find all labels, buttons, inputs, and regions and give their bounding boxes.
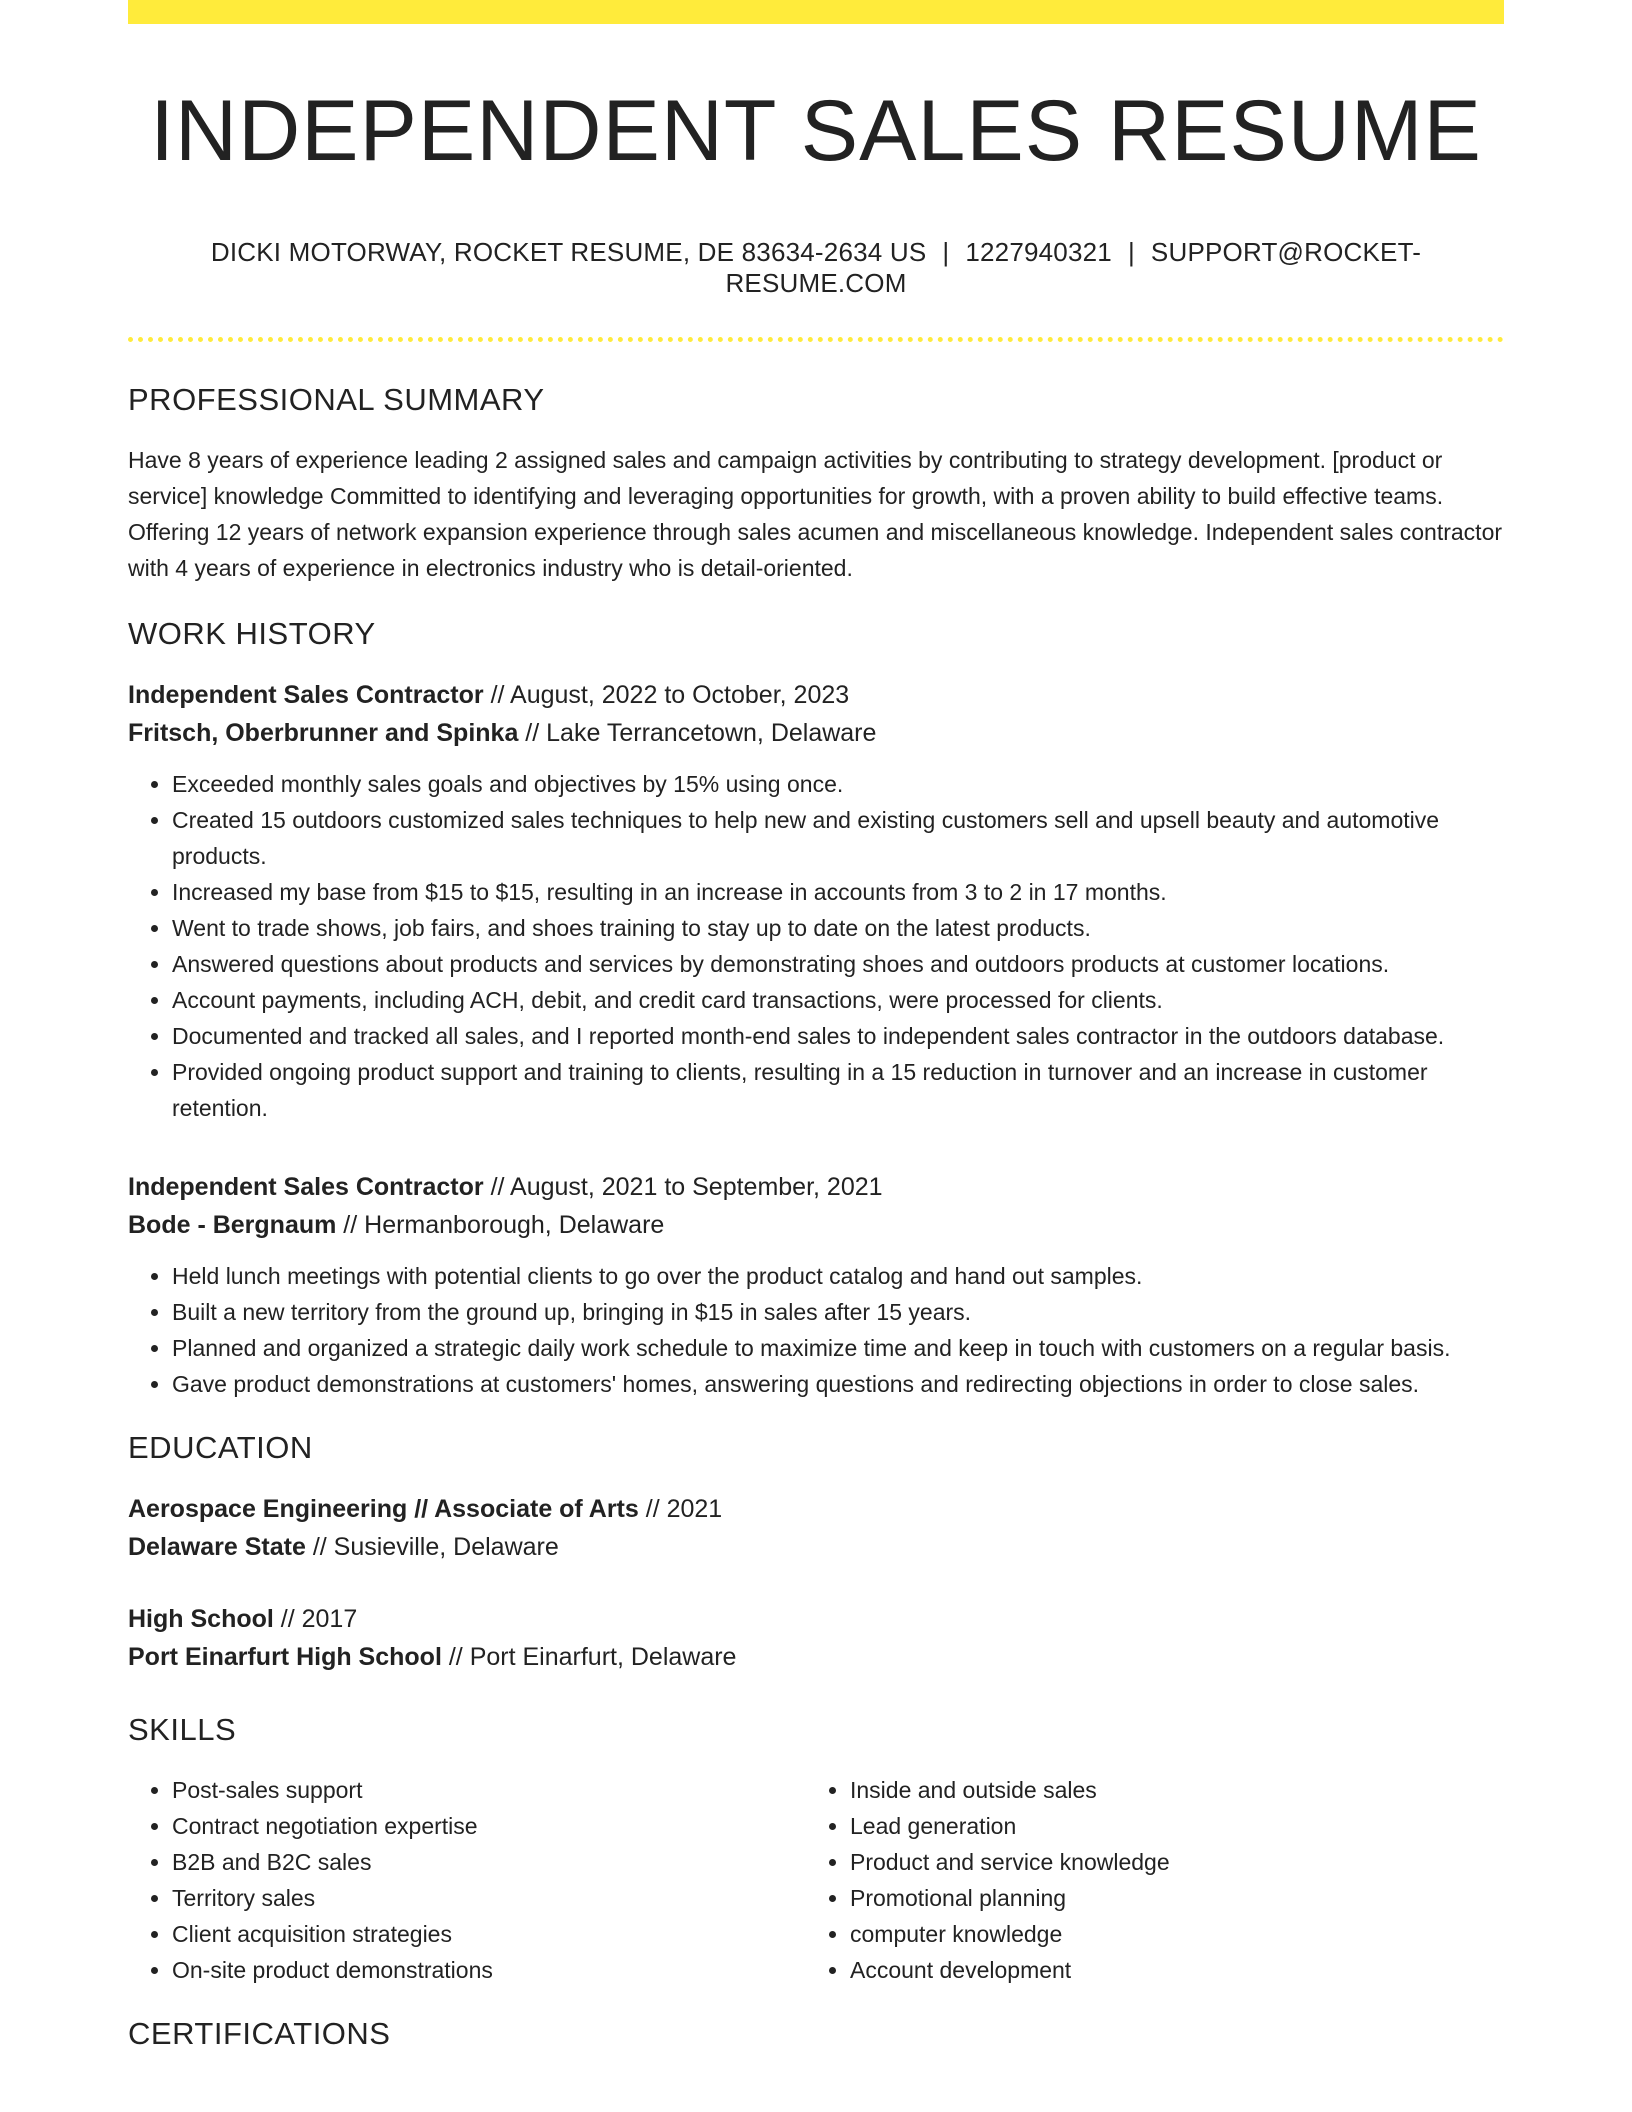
contact-address: DICKI MOTORWAY, ROCKET RESUME, DE 83634-2634 US bbox=[210, 236, 927, 267]
job-bullet: • Answered questions about products and services by demonstrating shoes and outdoors products at customer locations. bbox=[172, 946, 1504, 982]
skills-heading: SKILLS bbox=[128, 1711, 237, 1747]
dotted-divider bbox=[128, 337, 1504, 342]
certifications-section bbox=[128, 2016, 1504, 2052]
education-school-line bbox=[128, 1638, 1504, 1676]
job-bullet: • Provided ongoing product support and training to clients, resulting in a 15 reduction in turnover and an increase in customer retention. bbox=[172, 1054, 1504, 1126]
skill-item: • computer knowledge bbox=[850, 1916, 1484, 1952]
resume-page bbox=[128, 0, 1504, 2052]
skill-item: • Promotional planning bbox=[850, 1880, 1484, 1916]
job-entry bbox=[128, 1168, 1504, 1402]
education-section bbox=[128, 1430, 1504, 1676]
education-school: Delaware State bbox=[128, 1532, 306, 1561]
skill-item: • Product and service knowledge bbox=[850, 1844, 1484, 1880]
education-year: // 2017 bbox=[273, 1604, 358, 1633]
job-title: Independent Sales Contractor bbox=[128, 1172, 484, 1201]
skill-item: • Inside and outside sales bbox=[850, 1772, 1484, 1808]
job-bullet: • Documented and tracked all sales, and I reported month-end sales to independent sales contractor in the outdoors database. bbox=[172, 1018, 1504, 1054]
contact-separator: | bbox=[1127, 236, 1135, 267]
job-location: // Lake Terrancetown, Delaware bbox=[518, 718, 877, 747]
top-accent-bar bbox=[128, 0, 1504, 24]
job-bullet: • Went to trade shows, job fairs, and shoes training to stay up to date on the latest products. bbox=[172, 910, 1504, 946]
skill-item: • On-site product demonstrations bbox=[172, 1952, 806, 1988]
skill-item: • B2B and B2C sales bbox=[172, 1844, 806, 1880]
education-degree-line bbox=[128, 1490, 1504, 1528]
skill-item: • Territory sales bbox=[172, 1880, 806, 1916]
education-degree-line bbox=[128, 1600, 1504, 1638]
skills-section bbox=[128, 1712, 1504, 1988]
resume-title: INDEPENDENT SALES RESUME bbox=[150, 83, 1482, 179]
job-company-line bbox=[128, 1206, 1504, 1244]
job-title-line bbox=[128, 676, 1504, 714]
education-school: Port Einarfurt High School bbox=[128, 1642, 442, 1671]
certifications-heading: CERTIFICATIONS bbox=[128, 2015, 391, 2051]
skills-list-left bbox=[128, 1772, 806, 1988]
education-year: // 2021 bbox=[638, 1494, 723, 1523]
summary-heading: PROFESSIONAL SUMMARY bbox=[128, 381, 545, 417]
education-school-line bbox=[128, 1528, 1504, 1566]
job-company: Bode - Bergnaum bbox=[128, 1210, 337, 1239]
work-history-heading: WORK HISTORY bbox=[128, 615, 376, 651]
job-bullets bbox=[128, 766, 1504, 1126]
summary-text: Have 8 years of experience leading 2 assigned sales and campaign activities by contributing to strategy development. [product or service] knowledge Committed to identifying and leveraging opportunities for growth, with a proven ability to build effective teams. Offering 12 years of network expansion experience through sales acumen and miscellaneous knowledge. Independent sales contractor with 4 years of experience in electronics industry who is detail-oriented. bbox=[128, 446, 1503, 581]
skill-item: • Contract negotiation expertise bbox=[172, 1808, 806, 1844]
skill-item: • Lead generation bbox=[850, 1808, 1484, 1844]
education-location: // Susieville, Delaware bbox=[305, 1532, 559, 1561]
job-bullet: • Exceeded monthly sales goals and objectives by 15% using once. bbox=[172, 766, 1504, 802]
job-bullet: • Planned and organized a strategic daily work schedule to maximize time and keep in touch with customers on a regular basis. bbox=[172, 1330, 1504, 1366]
job-bullet: • Created 15 outdoors customized sales techniques to help new and existing customers sell and upsell beauty and automotive products. bbox=[172, 802, 1504, 874]
job-company-line bbox=[128, 714, 1504, 752]
contact-phone: 1227940321 bbox=[965, 236, 1112, 267]
education-heading: EDUCATION bbox=[128, 1429, 313, 1465]
skill-item: • Client acquisition strategies bbox=[172, 1916, 806, 1952]
skills-columns bbox=[128, 1772, 1504, 1988]
job-bullet: • Increased my base from $15 to $15, resulting in an increase in accounts from 3 to 2 in 17 months. bbox=[172, 874, 1504, 910]
job-location: // Hermanborough, Delaware bbox=[336, 1210, 665, 1239]
job-bullet: • Gave product demonstrations at customers' homes, answering questions and redirecting objections in order to close sales. bbox=[172, 1366, 1504, 1402]
job-title-line bbox=[128, 1168, 1504, 1206]
contact-separator: | bbox=[942, 236, 950, 267]
job-bullet: • Held lunch meetings with potential clients to go over the product catalog and hand out samples. bbox=[172, 1258, 1504, 1294]
skills-list-right bbox=[806, 1772, 1484, 1988]
education-entry bbox=[128, 1600, 1504, 1676]
job-dates: // August, 2022 to October, 2023 bbox=[483, 680, 850, 709]
job-bullet: • Built a new territory from the ground up, bringing in $15 in sales after 15 years. bbox=[172, 1294, 1504, 1330]
contact-line bbox=[128, 237, 1504, 299]
work-history-section bbox=[128, 616, 1504, 1402]
job-bullets bbox=[128, 1258, 1504, 1402]
education-degree: High School bbox=[128, 1604, 274, 1633]
contact-email: SUPPORT@ROCKET-RESUME.COM bbox=[725, 236, 1422, 298]
job-bullet: • Account payments, including ACH, debit, and credit card transactions, were processed for clients. bbox=[172, 982, 1504, 1018]
skill-item: • Post-sales support bbox=[172, 1772, 806, 1808]
education-degree: Aerospace Engineering // Associate of Arts bbox=[128, 1494, 639, 1523]
job-title: Independent Sales Contractor bbox=[128, 680, 484, 709]
job-entry bbox=[128, 676, 1504, 1126]
summary-section bbox=[128, 382, 1504, 586]
job-company: Fritsch, Oberbrunner and Spinka bbox=[128, 718, 519, 747]
job-dates: // August, 2021 to September, 2021 bbox=[483, 1172, 883, 1201]
skill-item: • Account development bbox=[850, 1952, 1484, 1988]
education-entry bbox=[128, 1490, 1504, 1566]
education-location: // Port Einarfurt, Delaware bbox=[441, 1642, 737, 1671]
